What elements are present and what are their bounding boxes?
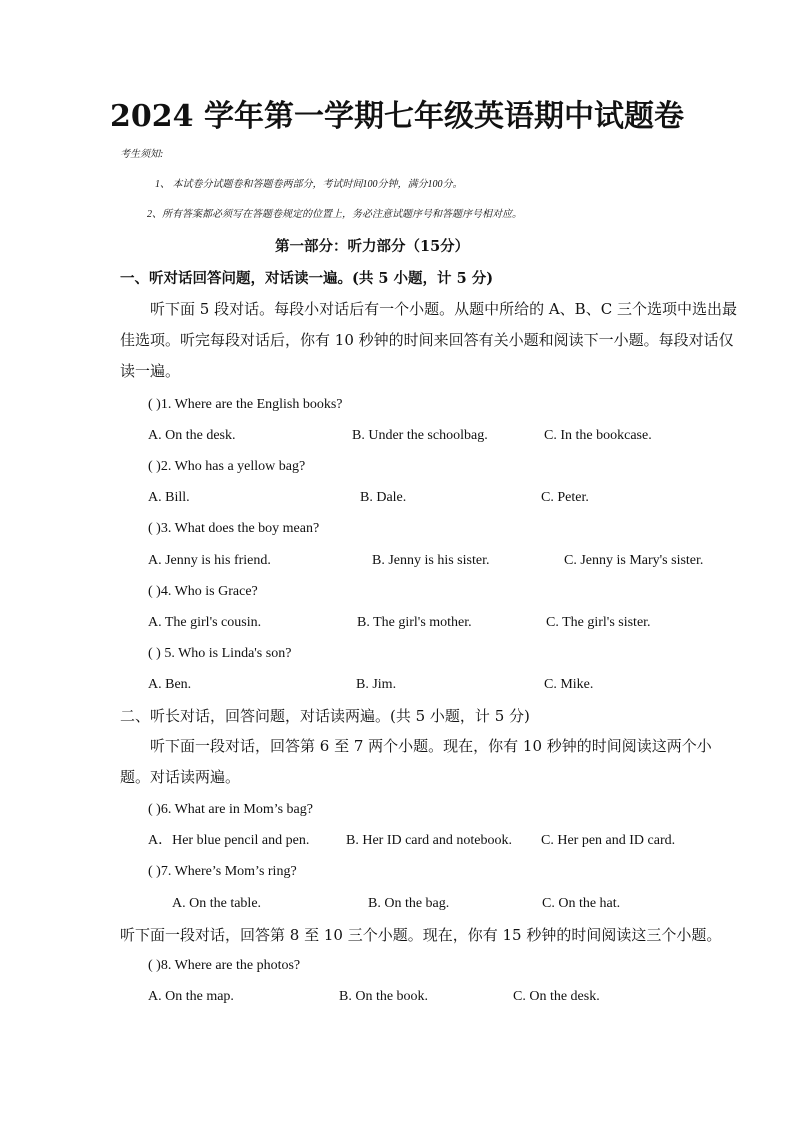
q5-option-b: B. Jim. [356,677,397,692]
q1-option-c: C. In the bookcase. [544,428,652,443]
q1-option-b: B. Under the schoolbag. [352,428,488,443]
q7-option-a: A. On the table. [172,896,262,911]
q6-option-c: C. Her pen and ID card. [541,833,676,848]
question-8: ( )8. Where are the photos? [148,958,301,973]
q8-option-b: B. On the book. [339,989,429,1004]
section2-instruction-1 [120,731,740,793]
notice-heading: 考生须知: [120,149,164,160]
section2-heading: 二、听长对话，回答问题，对话读两遍。(共 5 小题，计 5 分) [120,707,530,725]
q6-option-b: B. Her ID card and notebook. [346,833,513,848]
q5-option-a: A. Ben. [148,677,192,692]
question-4: ( )4. Who is Grace? [148,584,258,599]
q4-option-b: B. The girl's mother. [357,615,472,630]
section1-instruction [120,294,740,387]
question-6: ( )6. What are in Mom’s bag? [148,802,313,817]
section1-instruction-text: 听下面 5 段对话。每段小对话后有一个小题。从题中所给的 A、B、C 三个选项中选出最佳选项。听完每段对话后，你有 10 秒钟的时间来回答有关小题和阅读下一小题。每段对话仅读一遍。 [120,300,737,380]
q4-option-a: A. The girl's cousin. [148,615,262,630]
part1-heading: 第一部分：听力部分（15分） [275,238,470,255]
q3-option-c: C. Jenny is Mary's sister. [564,553,704,568]
q6-option-a: A．Her blue pencil and pen. [148,833,310,848]
exam-title: 2024 学年第一学期七年级英语期中试题卷 [110,99,684,134]
q2-option-c: C. Peter. [541,490,589,505]
question-1: ( )1. Where are the English books? [148,397,343,412]
q7-option-c: C. On the hat. [542,896,621,911]
section2-instruction-1-text: 听下面一段对话，回答第 6 至 7 两个小题。现在，你有 10 秒钟的时间阅读这两个小题。对话读两遍。 [120,737,712,786]
q5-option-c: C. Mike. [544,677,594,692]
section2-instruction-2: 听下面一段对话，回答第 8 至 10 三个小题。现在，你有 15 秒钟的时间阅读这三个小题。 [120,926,722,944]
q3-option-b: B. Jenny is his sister. [372,553,490,568]
question-5: ( ) 5. Who is Linda's son? [148,646,292,661]
q8-option-a: A. On the map. [148,989,234,1004]
notice-item-1: 1、 本试卷分试题卷和答题卷两部分，考试时间100分钟，满分100分。 [155,179,463,190]
q2-option-a: A. Bill. [148,490,190,505]
q3-option-a: A. Jenny is his friend. [148,553,271,568]
question-2: ( )2. Who has a yellow bag? [148,459,306,474]
notice-item-2: 2、所有答案都必须写在答题卷规定的位置上，务必注意试题序号和答题序号相对应。 [147,209,522,220]
question-7: ( )7. Where’s Mom’s ring? [148,864,297,879]
q2-option-b: B. Dale. [360,490,407,505]
q1-option-a: A. On the desk. [148,428,236,443]
q8-option-c: C. On the desk. [513,989,600,1004]
q4-option-c: C. The girl's sister. [546,615,651,630]
q7-option-b: B. On the bag. [368,896,450,911]
section1-heading: 一、听对话回答问题，对话读一遍。(共 5 小题，计 5 分) [120,270,494,287]
question-3: ( )3. What does the boy mean? [148,521,320,536]
